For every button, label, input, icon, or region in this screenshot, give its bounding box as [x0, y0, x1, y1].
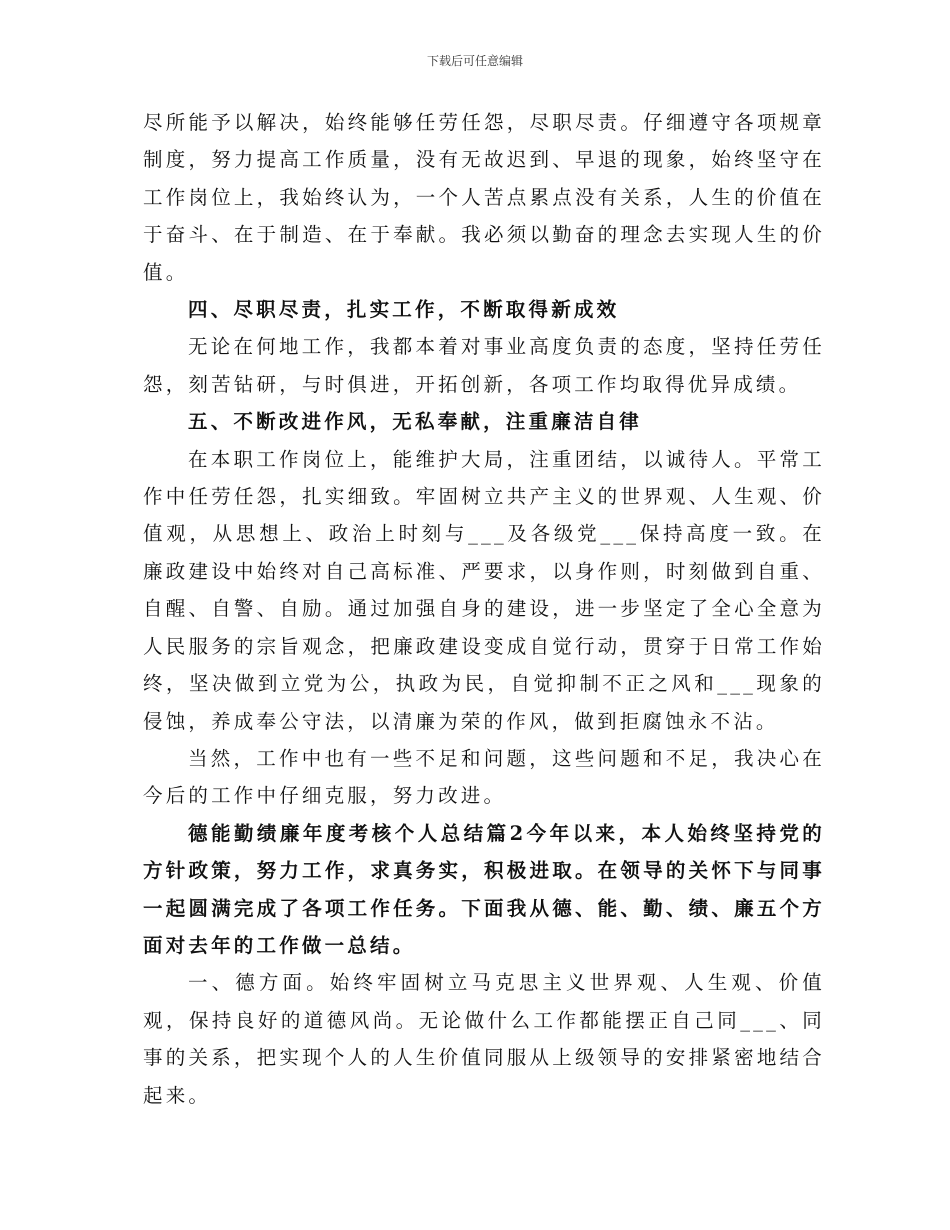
- paragraph-section-five: 在本职工作岗位上，能维护大局，注重团结，以诚待人。平常工作中任劳任怨，扎实细致。牢固树立共产主义的世界观、人生观、价值观，从思想上、政治上时刻与___及各级党___保持高度一致。在廉政建设中始终对自己高标准、严要求，以身作则，时刻做到自重、自醒、自警、自励。通过加强自身的建设，进一步坚定了全心全意为人民服务的宗旨观念，把廉政建设变成自觉行动，贯穿于日常工作始终，坚决做到立党为公，执政为民，自觉抑制不正之风和___现象的侵蚀，养成奉公守法，以清廉为荣的作风，做到拒腐蚀永不沾。: [143, 447, 825, 733]
- page-header: 下载后可任意编辑: [426, 54, 523, 68]
- paragraph-conclusion: 当然，工作中也有一些不足和问题，这些问题和不足，我决心在今后的工作中仔细克服，努力改进。: [143, 746, 825, 808]
- article-two-intro: 德能勤绩廉年度考核个人总结篇2今年以来，本人始终坚持党的方针政策，努力工作，求真务实，积极进取。在领导的关怀下与同事一起圆满完成了各项工作任务。下面我从德、能、勤、绩、廉五个方面对去年的工作做一总结。: [143, 821, 825, 957]
- paragraph-virtue: 一、德方面。始终牢固树立马克思主义世界观、人生观、价值观，保持良好的道德风尚。无论做什么工作都能摆正自己同___、同事的关系，把实现个人的人生价值同服从上级领导的安排紧密地结合起来。: [143, 971, 825, 1107]
- section-heading-four: 四、尽职尽责，扎实工作，不断取得新成效: [188, 298, 620, 322]
- section-heading-five: 五、不断改进作风，无私奉献，注重廉洁自律: [188, 410, 643, 434]
- document-body: [143, 104, 825, 1114]
- paragraph-continuation: 尽所能予以解决，始终能够任劳任怨，尽职尽责。仔细遵守各项规章制度，努力提高工作质量，没有无故迟到、早退的现象，始终坚守在工作岗位上，我始终认为，一个人苦点累点没有关系，人生的价值在于奋斗、在于制造、在于奉献。我必须以勤奋的理念去实现人生的价值。: [143, 111, 825, 284]
- paragraph-section-four: 无论在何地工作，我都本着对事业高度负责的态度，坚持任劳任怨，刻苦钻研，与时俱进，开拓创新，各项工作均取得优异成绩。: [143, 335, 825, 396]
